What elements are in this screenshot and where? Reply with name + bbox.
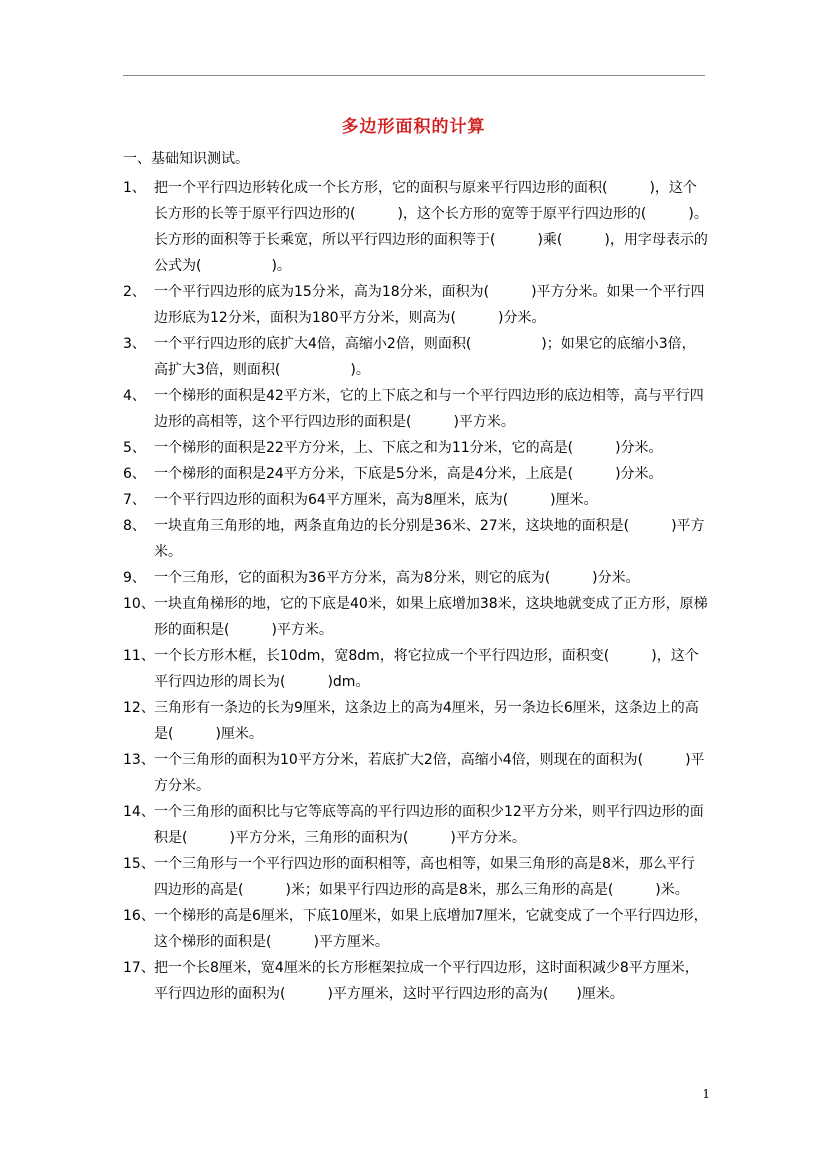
question-text: 三角形有一条边的长为9厘米，这条边上的高为4厘米，另一条边长6厘米，这条边上的高是( )厘米。 bbox=[154, 700, 699, 742]
question-number: 14、 bbox=[123, 804, 155, 820]
question-item bbox=[123, 487, 708, 513]
question-item bbox=[123, 435, 708, 461]
question-text: 一个梯形的面积是22平方分米，上、下底之和为11分米，它的高是( )分米。 bbox=[154, 440, 663, 456]
question-number: 5、 bbox=[123, 440, 146, 456]
question-text: 一块直角三角形的地，两条直角边的长分别是36米、27米，这块地的面积是( )平方米。 bbox=[154, 518, 705, 560]
question-number: 11、 bbox=[123, 648, 155, 664]
question-item bbox=[123, 383, 708, 435]
question-number: 12、 bbox=[123, 700, 155, 716]
question-number: 13、 bbox=[123, 752, 155, 768]
section-heading: 一、基础知识测试。 bbox=[123, 151, 249, 167]
question-item bbox=[123, 643, 708, 695]
question-item bbox=[123, 799, 708, 851]
page-number: 1 bbox=[702, 1087, 710, 1101]
question-text: 一个梯形的面积是42平方米，它的上下底之和与一个平行四边形的底边相等，高与平行四边形的高相等，这个平行四边形的面积是( )平方米。 bbox=[154, 388, 704, 430]
question-number: 6、 bbox=[123, 466, 146, 482]
question-text: 一个平行四边形的面积为64平方厘米，高为8厘米，底为( )厘米。 bbox=[154, 492, 598, 508]
question-text: 一个三角形的面积为10平方分米，若底扩大2倍，高缩小4倍，则现在的面积为( )平方分米。 bbox=[154, 752, 705, 794]
question-item bbox=[123, 851, 708, 903]
question-text: 一块直角梯形的地，它的下底是40米，如果上底增加38米，这块地就变成了正方形，原梯形的面积是( )平方米。 bbox=[154, 596, 708, 638]
question-text: 一个梯形的面积是24平方分米，下底是5分米，高是4分米，上底是( )分米。 bbox=[154, 466, 663, 482]
question-text: 一个长方形木框，长10dm，宽8dm，将它拉成一个平行四边形，面积变( )，这个平行四边形的周长为( )dm。 bbox=[154, 648, 699, 690]
question-text: 一个梯形的高是6厘米，下底10厘米，如果上底增加7厘米，它就变成了一个平行四边形，这个梯形的面积是( )平方厘米。 bbox=[154, 908, 708, 950]
question-text: 一个三角形，它的面积为36平方分米，高为8分米，则它的底为( )分米。 bbox=[154, 570, 640, 586]
question-number: 3、 bbox=[123, 336, 146, 352]
question-item bbox=[123, 175, 708, 279]
question-item bbox=[123, 513, 708, 565]
question-number: 15、 bbox=[123, 856, 155, 872]
question-number: 8、 bbox=[123, 518, 146, 534]
question-item bbox=[123, 955, 708, 1007]
question-item bbox=[123, 279, 708, 331]
question-number: 4、 bbox=[123, 388, 146, 404]
question-number: 9、 bbox=[123, 570, 146, 586]
question-list bbox=[123, 175, 708, 1007]
question-item bbox=[123, 461, 708, 487]
question-text: 把一个平行四边形转化成一个长方形，它的面积与原来平行四边形的面积( )，这个长方形的长等于原平行四边形的( )，这个长方形的宽等于原平行四边形的( )。长方形的面积等于长乘宽，所以平行四边形的面积等于( )乘( )，用字母表示的公式为( )。 bbox=[154, 180, 708, 274]
question-number: 2、 bbox=[123, 284, 146, 300]
question-text: 一个平行四边形的底为15分米，高为18分米，面积为( )平方分米。如果一个平行四边形底为12分米，面积为180平方分米，则高为( )分米。 bbox=[154, 284, 705, 326]
question-number: 16、 bbox=[123, 908, 155, 924]
question-number: 17、 bbox=[123, 960, 155, 976]
question-text: 一个三角形与一个平行四边形的面积相等，高也相等，如果三角形的高是8米，那么平行四边形的高是( )米；如果平行四边形的高是8米，那么三角形的高是( )米。 bbox=[154, 856, 695, 898]
question-text: 一个三角形的面积比与它等底等高的平行四边形的面积少12平方分米，则平行四边形的面积是( )平方分米，三角形的面积为( )平方分米。 bbox=[154, 804, 704, 846]
question-text: 一个平行四边形的底扩大4倍，高缩小2倍，则面积( )；如果它的底缩小3倍，高扩大3倍，则面积( )。 bbox=[154, 336, 696, 378]
question-item bbox=[123, 591, 708, 643]
question-item bbox=[123, 565, 708, 591]
question-item bbox=[123, 695, 708, 747]
question-item bbox=[123, 747, 708, 799]
question-text: 把一个长8厘米，宽4厘米的长方形框架拉成一个平行四边形，这时面积减少8平方厘米，平行四边形的面积为( )平方厘米，这时平行四边形的高为( )厘米。 bbox=[154, 960, 699, 1002]
question-item bbox=[123, 331, 708, 383]
question-number: 10、 bbox=[123, 596, 155, 612]
header-rule bbox=[123, 75, 705, 76]
question-number: 1、 bbox=[123, 180, 146, 196]
question-number: 7、 bbox=[123, 492, 146, 508]
document-title: 多边形面积的计算 bbox=[341, 117, 486, 137]
question-item bbox=[123, 903, 708, 955]
